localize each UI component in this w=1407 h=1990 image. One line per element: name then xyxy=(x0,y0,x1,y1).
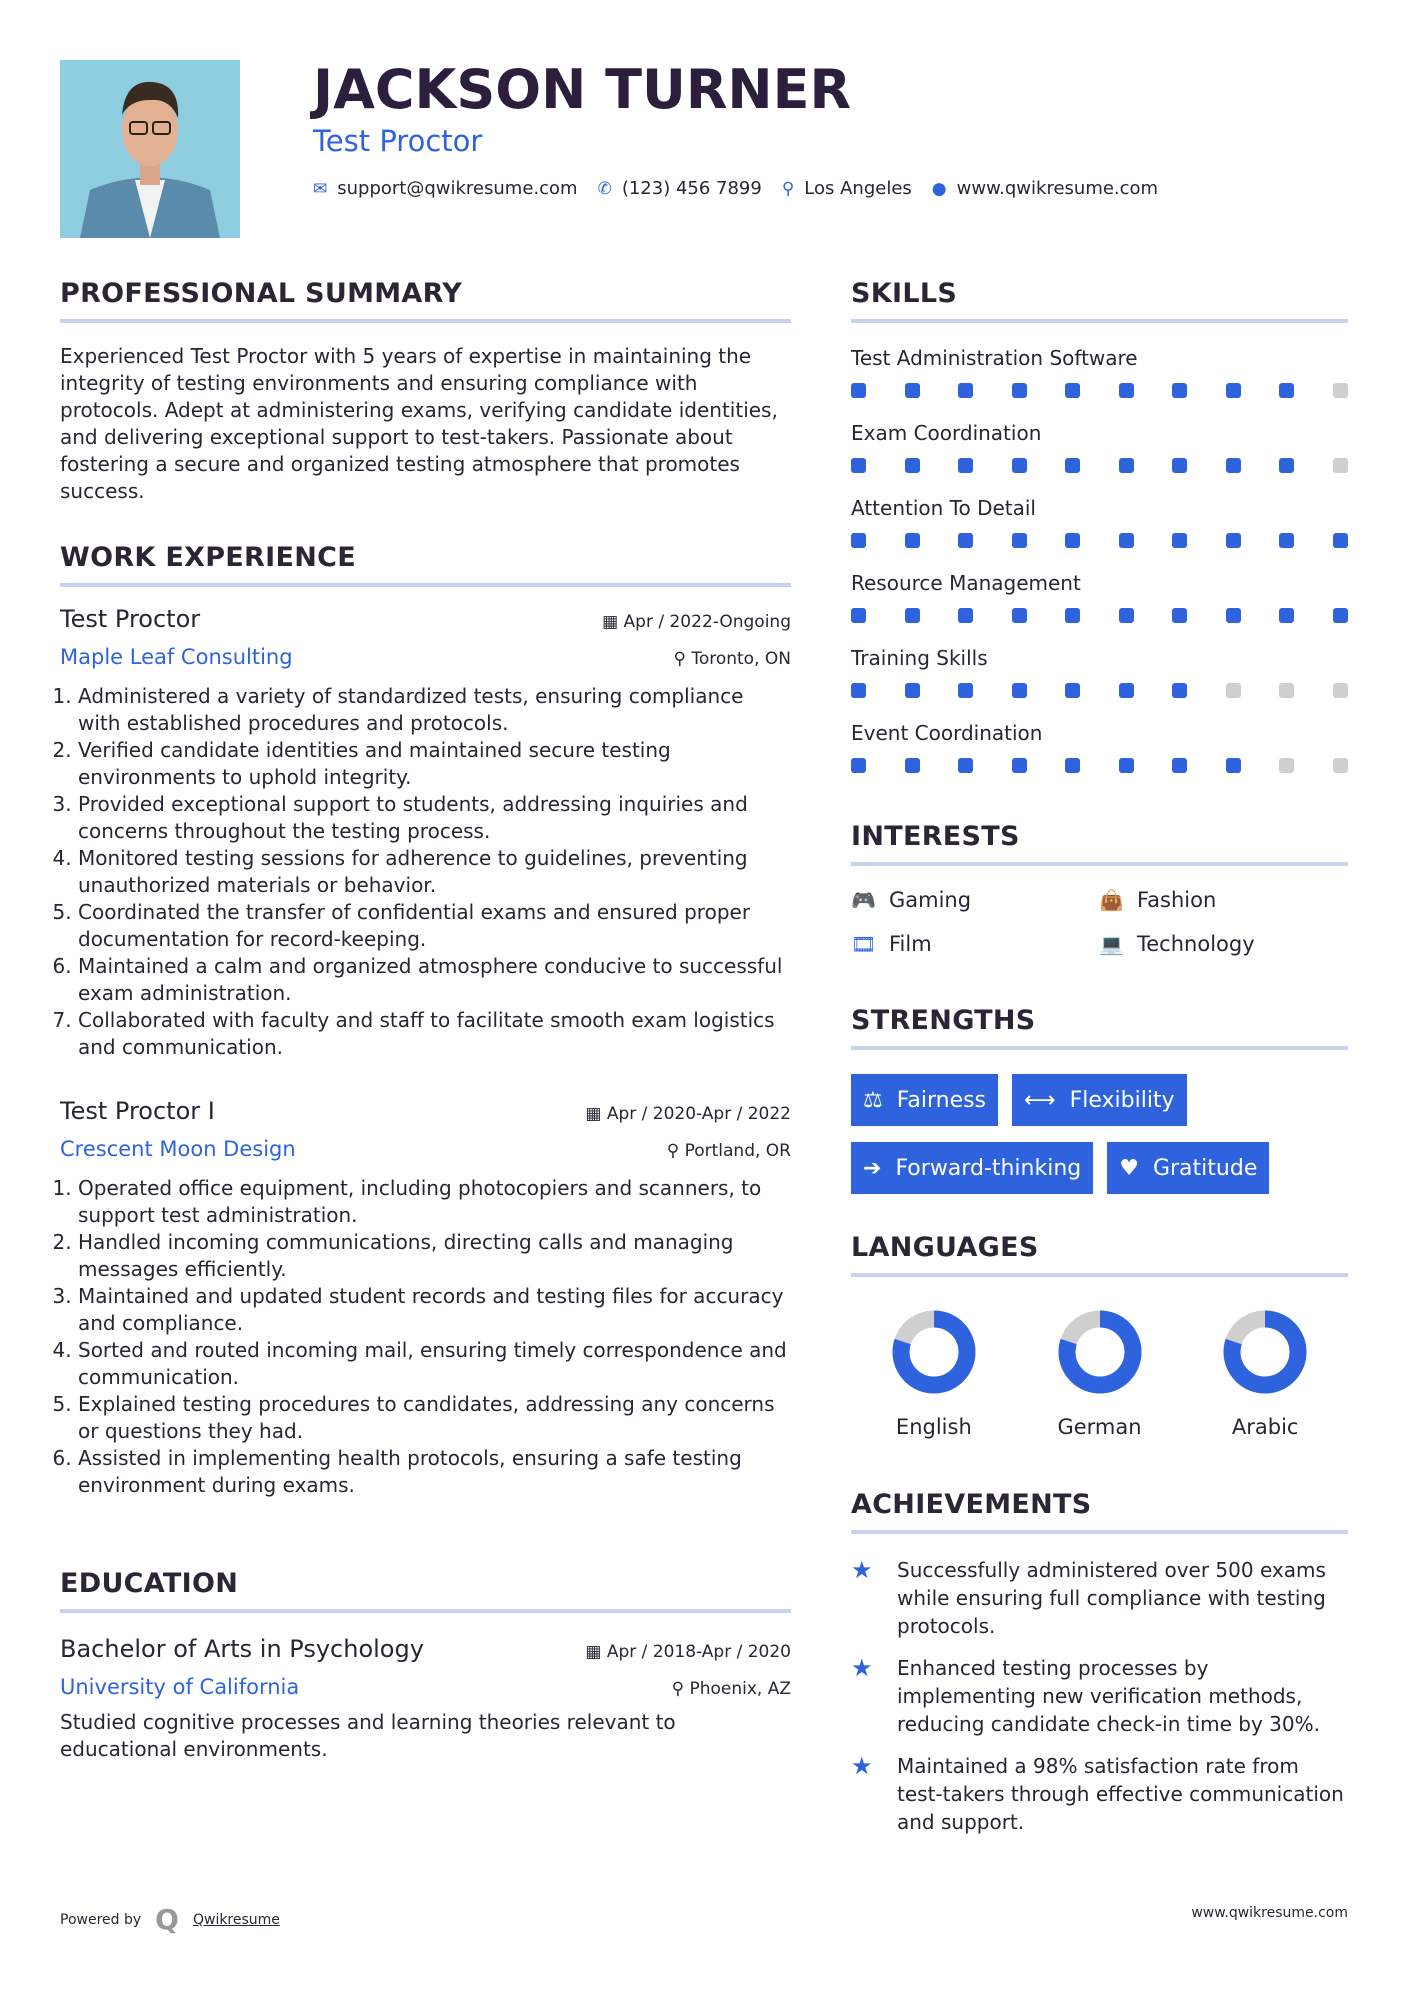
rating-dot xyxy=(1065,533,1080,548)
rating-dot xyxy=(905,608,920,623)
rating-dot xyxy=(851,608,866,623)
rating-dot xyxy=(1065,383,1080,398)
section-heading: STRENGTHS xyxy=(851,1005,1348,1050)
envelope-icon: ✉ xyxy=(313,178,328,199)
rating-dot xyxy=(1279,458,1294,473)
section-heading: LANGUAGES xyxy=(851,1232,1348,1277)
star-icon: ★ xyxy=(851,1556,873,1584)
strength-badge xyxy=(1012,1074,1187,1126)
star-icon: ★ xyxy=(851,1654,873,1682)
rating-dot xyxy=(1172,758,1187,773)
language-label: Arabic xyxy=(1231,1415,1299,1439)
job-date: ▦ Apr / 2020-Apr / 2022 xyxy=(585,1104,791,1124)
shopping-bag-icon: 👜 xyxy=(1099,888,1124,912)
duty-item: 1. Administered a variety of standardized tests, ensuring compliance with established procedures and protocols. xyxy=(78,683,791,737)
skill-rating xyxy=(851,458,1348,473)
skill-item xyxy=(851,720,1348,795)
duty-item: 6. Assisted in implementing health protocols, ensuring a safe testing environment during exams. xyxy=(78,1445,791,1499)
rating-dot xyxy=(958,608,973,623)
rating-dot xyxy=(1065,758,1080,773)
duty-item: 7. Collaborated with faculty and staff to facilitate smooth exam logistics and communication. xyxy=(78,1007,791,1061)
duty-item: 4. Sorted and routed incoming mail, ensuring timely correspondence and communication. xyxy=(78,1337,791,1391)
rating-dot xyxy=(1012,533,1027,548)
duty-item: 3. Provided exceptional support to students, addressing inquiries and concerns throughout the testing process. xyxy=(78,791,791,845)
interests-section xyxy=(851,821,1348,956)
rating-dot xyxy=(1226,533,1241,548)
rating-dot xyxy=(1119,383,1134,398)
degree: Bachelor of Arts in Psychology xyxy=(60,1635,424,1663)
language-item xyxy=(1017,1307,1183,1439)
skill-label: Event Coordination xyxy=(851,721,1043,745)
interest-item xyxy=(851,932,1099,956)
rating-dot xyxy=(1172,458,1187,473)
duty-item: 5. Explained testing procedures to candidates, addressing any concerns or questions they had. xyxy=(78,1391,791,1445)
duty-item: 1. Operated office equipment, including photocopiers and scanners, to support test administration. xyxy=(78,1175,791,1229)
rating-dot xyxy=(1226,758,1241,773)
job-entry xyxy=(60,605,791,1061)
language-item xyxy=(851,1307,1017,1439)
rating-dot xyxy=(1333,383,1348,398)
interest-label: Gaming xyxy=(889,888,972,912)
skill-label: Exam Coordination xyxy=(851,421,1042,445)
rating-dot xyxy=(1226,683,1241,698)
section-heading: EDUCATION xyxy=(60,1568,791,1613)
globe-icon: ● xyxy=(931,178,947,199)
job-location: ⚲ Toronto, ON xyxy=(673,649,791,669)
strength-label: Forward-thinking xyxy=(895,1155,1082,1181)
education-date: ▦ Apr / 2018-Apr / 2020 xyxy=(585,1642,791,1662)
footer-site[interactable]: www.qwikresume.com xyxy=(1191,1905,1348,1921)
laptop-icon: 💻 xyxy=(1099,932,1124,956)
company-name: Crescent Moon Design xyxy=(60,1137,296,1161)
rating-dot xyxy=(1279,383,1294,398)
language-label: German xyxy=(1057,1415,1142,1439)
rating-dot xyxy=(1172,533,1187,548)
rating-dot xyxy=(905,533,920,548)
candidate-name: JACKSON TURNER xyxy=(313,58,852,121)
job-title: Test Proctor xyxy=(60,605,201,633)
rating-dot xyxy=(851,758,866,773)
rating-dot xyxy=(851,383,866,398)
interest-item xyxy=(1099,888,1347,912)
brand-link[interactable]: Qwikresume xyxy=(192,1911,280,1928)
rating-dot xyxy=(1065,458,1080,473)
rating-dot xyxy=(905,758,920,773)
rating-dot xyxy=(1012,608,1027,623)
interest-label: Fashion xyxy=(1137,888,1217,912)
skill-rating xyxy=(851,533,1348,548)
rating-dot xyxy=(851,533,866,548)
language-item xyxy=(1182,1307,1348,1439)
profile-photo xyxy=(60,60,240,238)
duty-item: 5. Coordinated the transfer of confidential exams and ensured proper documentation for record-keeping. xyxy=(78,899,791,953)
rating-dot xyxy=(1333,458,1348,473)
rating-dot xyxy=(1065,608,1080,623)
skill-item xyxy=(851,495,1348,570)
education-section xyxy=(60,1568,791,1763)
rating-dot xyxy=(1012,758,1027,773)
interest-label: Technology xyxy=(1137,932,1255,956)
strength-badge xyxy=(851,1074,998,1126)
rating-dot xyxy=(1333,533,1348,548)
skill-rating xyxy=(851,758,1348,773)
language-donut xyxy=(1055,1307,1145,1397)
arrows-horizontal-icon: ⟷ xyxy=(1024,1087,1056,1113)
rating-dot xyxy=(1012,458,1027,473)
duty-item: 6. Maintained a calm and organized atmosphere conducive to successful exam administration. xyxy=(78,953,791,1007)
section-heading: INTERESTS xyxy=(851,821,1348,866)
company-name: Maple Leaf Consulting xyxy=(60,645,293,669)
gamepad-icon: 🎮 xyxy=(851,888,876,912)
calendar-icon: ▦ xyxy=(602,612,624,632)
skill-item xyxy=(851,345,1348,420)
email-link[interactable]: support@qwikresume.com xyxy=(337,178,578,199)
qwikresume-logo-icon: Q xyxy=(155,1903,179,1936)
duty-item: 2. Handled incoming communications, directing calls and managing messages efficiently. xyxy=(78,1229,791,1283)
duty-item: 2. Verified candidate identities and maintained secure testing environments to uphold integrity. xyxy=(78,737,791,791)
strength-label: Fairness xyxy=(896,1087,987,1113)
pin-icon: ⚲ xyxy=(673,649,692,669)
calendar-icon: ▦ xyxy=(585,1104,607,1124)
skill-label: Attention To Detail xyxy=(851,496,1036,520)
school: University of California xyxy=(60,1675,300,1699)
skill-rating xyxy=(851,608,1348,623)
rating-dot xyxy=(958,758,973,773)
rating-dot xyxy=(958,683,973,698)
section-heading: WORK EXPERIENCE xyxy=(60,542,791,587)
rating-dot xyxy=(851,458,866,473)
balance-scale-icon: ⚖ xyxy=(863,1087,883,1113)
rating-dot xyxy=(1119,758,1134,773)
film-icon: 🎞 xyxy=(851,932,877,956)
rating-dot xyxy=(851,683,866,698)
summary-text: Experienced Test Proctor with 5 years of expertise in maintaining the integrity of testing environments and ensuring compliance with protocols. Adept at administering exams, verifying candidate identities, and delivering exceptional support to test-takers. Passionate about fostering a secure and organized testing atmosphere that promotes success. xyxy=(60,344,778,503)
candidate-title: Test Proctor xyxy=(313,124,483,158)
website-link[interactable]: www.qwikresume.com xyxy=(956,178,1159,199)
duty-item: 3. Maintained and updated student records and testing files for accuracy and compliance. xyxy=(78,1283,791,1337)
heart-icon: ♥ xyxy=(1119,1155,1139,1181)
rating-dot xyxy=(1333,608,1348,623)
job-entry xyxy=(60,1097,791,1499)
star-icon: ★ xyxy=(851,1752,873,1780)
job-title: Test Proctor I xyxy=(60,1097,215,1125)
rating-dot xyxy=(1333,683,1348,698)
phone-text: (123) 456 7899 xyxy=(621,178,762,199)
rating-dot xyxy=(1279,758,1294,773)
rating-dot xyxy=(1172,383,1187,398)
work-section xyxy=(60,542,791,1499)
rating-dot xyxy=(1226,608,1241,623)
rating-dot xyxy=(1119,458,1134,473)
rating-dot xyxy=(958,533,973,548)
arrow-right-icon: ➔ xyxy=(863,1155,882,1181)
skill-rating xyxy=(851,683,1348,698)
rating-dot xyxy=(1226,458,1241,473)
rating-dot xyxy=(905,458,920,473)
achievement-text: Enhanced testing processes by implementing new verification methods, reducing candidate check-in time by 30%. xyxy=(897,1656,1320,1736)
skill-item xyxy=(851,645,1348,720)
section-heading: SKILLS xyxy=(851,278,1348,323)
achievement-item xyxy=(851,1654,1348,1738)
achievement-text: Successfully administered over 500 exams while ensuring full compliance with testing protocols. xyxy=(897,1558,1326,1638)
skill-label: Resource Management xyxy=(851,571,1081,595)
rating-dot xyxy=(1119,533,1134,548)
rating-dot xyxy=(905,683,920,698)
rating-dot xyxy=(1279,683,1294,698)
achievement-item xyxy=(851,1556,1348,1640)
skill-item xyxy=(851,420,1348,495)
rating-dot xyxy=(1172,683,1187,698)
job-date: ▦ Apr / 2022-Ongoing xyxy=(602,612,791,632)
phone-icon: ✆ xyxy=(597,178,612,199)
pin-icon: ⚲ xyxy=(666,1141,685,1161)
rating-dot xyxy=(1333,758,1348,773)
interest-item xyxy=(851,888,1099,912)
rating-dot xyxy=(958,383,973,398)
duty-item: 4. Monitored testing sessions for adherence to guidelines, preventing unauthorized materials or behavior. xyxy=(78,845,791,899)
achievements-section xyxy=(851,1489,1348,1836)
strength-label: Flexibility xyxy=(1069,1087,1175,1113)
skill-item xyxy=(851,570,1348,645)
rating-dot xyxy=(1012,383,1027,398)
skill-label: Test Administration Software xyxy=(851,346,1138,370)
job-duties xyxy=(60,1175,791,1499)
interest-label: Film xyxy=(889,932,932,956)
skill-rating xyxy=(851,383,1348,398)
language-donut xyxy=(1220,1307,1310,1397)
job-duties xyxy=(60,683,791,1061)
achievement-item xyxy=(851,1752,1348,1836)
strength-badge xyxy=(851,1142,1093,1194)
language-label: English xyxy=(895,1415,972,1439)
rating-dot xyxy=(1065,683,1080,698)
contact-bar xyxy=(313,178,1158,199)
rating-dot xyxy=(958,458,973,473)
strength-label: Gratitude xyxy=(1152,1155,1258,1181)
rating-dot xyxy=(1172,608,1187,623)
rating-dot xyxy=(1226,383,1241,398)
languages-section xyxy=(851,1232,1348,1439)
summary-section xyxy=(60,278,791,505)
section-heading: PROFESSIONAL SUMMARY xyxy=(60,278,791,323)
powered-by-text: Powered by xyxy=(60,1911,142,1928)
language-donut xyxy=(889,1307,979,1397)
strengths-section xyxy=(851,1005,1348,1194)
education-text: Studied cognitive processes and learning theories relevant to educational environments. xyxy=(60,1710,676,1761)
interest-item xyxy=(1099,932,1347,956)
rating-dot xyxy=(905,383,920,398)
rating-dot xyxy=(1012,683,1027,698)
achievement-text: Maintained a 98% satisfaction rate from test-takers through effective communication and support. xyxy=(897,1754,1344,1834)
location-text: Los Angeles xyxy=(804,178,912,199)
rating-dot xyxy=(1119,683,1134,698)
rating-dot xyxy=(1279,608,1294,623)
rating-dot xyxy=(1119,608,1134,623)
skill-label: Training Skills xyxy=(851,646,988,670)
section-heading: ACHIEVEMENTS xyxy=(851,1489,1348,1534)
job-location: ⚲ Portland, OR xyxy=(666,1141,791,1161)
education-location: ⚲ Phoenix, AZ xyxy=(671,1679,791,1699)
footer-powered xyxy=(60,1903,280,1936)
rating-dot xyxy=(1279,533,1294,548)
map-pin-icon: ⚲ xyxy=(781,178,795,199)
skills-section xyxy=(851,278,1348,795)
strength-badge xyxy=(1107,1142,1269,1194)
